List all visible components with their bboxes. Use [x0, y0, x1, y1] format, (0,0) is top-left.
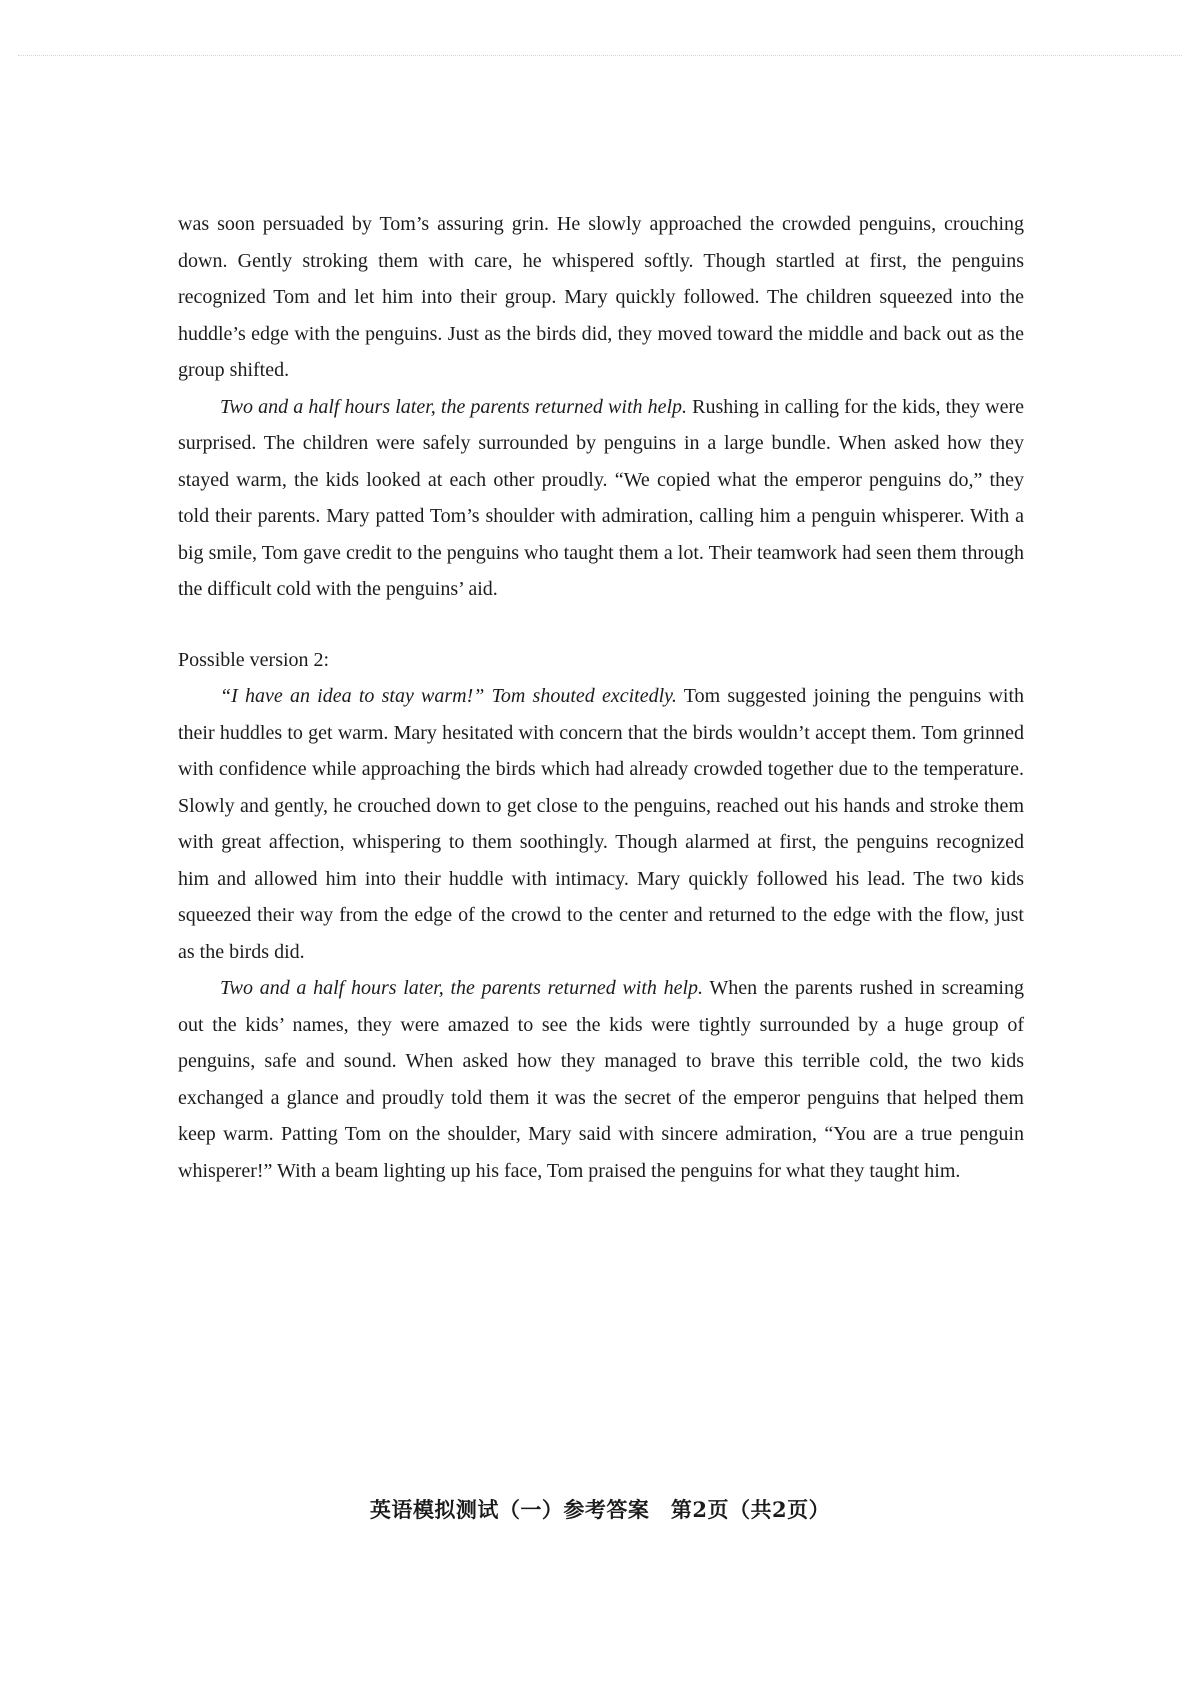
- paragraph-lead-sentence: “I have an idea to stay warm!” Tom shouted excitedly.: [220, 685, 677, 707]
- paragraph-lead-sentence: Two and a half hours later, the parents returned with help.: [220, 395, 688, 418]
- paragraph-text: When the parents rushed in screaming out the kids’ names, they were amazed to see the kids were tightly surrounded by a huge group of penguins, safe and sound. When asked how they managed to brave this terrible cold, the two kids exchanged a glance and proudly told them it was the secret of the emperor penguins that helped them keep warm. Patting Tom on the shoulder, Mary said with sincere admiration, “You are a true penguin whisperer!” With a beam lighting up his face, Tom praised the penguins for what they taught him.: [178, 977, 1024, 1182]
- paragraph-text: Tom suggested joining the penguins with their huddles to get warm. Mary hesitated with concern that the birds wouldn’t accept them. Tom grinned with confidence while approaching the birds which had already crowded together due to the temperature. Slowly and gently, he crouched down to get close to the penguins, reached out his hands and stroke them with great affection, whispering to them soothingly. Though alarmed at first, the penguins recognized him and allowed him into their huddle with intimacy. Mary quickly followed his lead. The two kids squeezed their way from the edge of the crowd to the center and returned to the edge with the flow, just as the birds did.: [178, 685, 1024, 963]
- version-2-label: Possible version 2:: [178, 648, 330, 671]
- answer-text: [178, 206, 1024, 1189]
- paragraph-text: was soon persuaded by Tom’s assuring grin. He slowly approached the crowded penguins, crouching down. Gently stroking them with care, he whispered softly. Though startled at first, the penguins recognized Tom and let him into their group. Mary quickly followed. The children squeezed into the huddle’s edge with the penguins. Just as the birds did, they moved toward the middle and back out as the group shifted.: [178, 213, 1024, 381]
- top-dotted-rule: [18, 55, 1182, 56]
- paragraph-lead-sentence: Two and a half hours later, the parents returned with help.: [220, 977, 704, 999]
- page-footer: 英语模拟测试（一）参考答案 第2页（共2页）: [369, 1497, 831, 1522]
- paragraph-v1-ending: [178, 389, 1024, 608]
- paragraph-v2-second: [178, 970, 1024, 1189]
- paragraph-text: Rushing in calling for the kids, they were surprised. The children were safely surrounded by penguins in a large bundle. When asked how they stayed warm, the kids looked at each other proudly. “We copied what the emperor penguins do,” they told their parents. Mary patted Tom’s shoulder with admiration, calling him a penguin whisperer. With a big smile, Tom gave credit to the penguins who taught them a lot. Their teamwork had seen them through the difficult cold with the penguins’ aid.: [178, 395, 1025, 600]
- paragraph-v1-continuation: [178, 206, 1024, 389]
- paragraph-v2-first: [178, 678, 1024, 970]
